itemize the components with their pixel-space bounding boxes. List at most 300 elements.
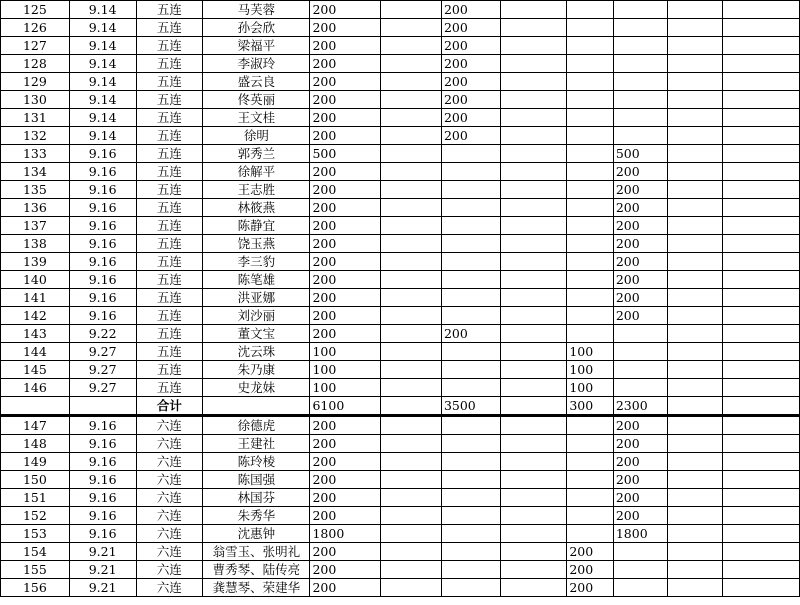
row-col-i (567, 73, 614, 91)
row-name: 朱秀华 (203, 507, 310, 525)
row-col-j: 200 (613, 253, 668, 271)
row-col-e (381, 55, 442, 73)
row-col-j: 200 (613, 271, 668, 289)
row-col-l (723, 579, 800, 597)
row-no: 147 (1, 416, 70, 435)
row-unit: 六连 (136, 435, 203, 453)
row-amount: 200 (310, 91, 381, 109)
row-unit: 五连 (136, 127, 203, 145)
row-col-g (441, 453, 500, 471)
row-date: 9.21 (69, 543, 136, 561)
row-amount: 200 (310, 471, 381, 489)
row-no: 125 (1, 1, 70, 19)
table-row (1, 55, 800, 73)
table-row (1, 561, 800, 579)
row-no: 136 (1, 199, 70, 217)
row-col-l (723, 453, 800, 471)
row-col-i (567, 55, 614, 73)
row-col-i (567, 145, 614, 163)
row-col-e (381, 235, 442, 253)
row-date: 9.14 (69, 19, 136, 37)
row-name: 沈云珠 (203, 343, 310, 361)
row-col-k (668, 435, 723, 453)
row-col-j (613, 109, 668, 127)
table-row (1, 435, 800, 453)
row-col-g: 200 (441, 37, 500, 55)
row-col-h (500, 579, 567, 597)
row-col-e (381, 507, 442, 525)
row-col-l (723, 561, 800, 579)
row-col-h (500, 37, 567, 55)
row-col-j: 200 (613, 307, 668, 325)
row-col-i (567, 507, 614, 525)
table-row (1, 343, 800, 361)
table-row (1, 471, 800, 489)
table-row (1, 199, 800, 217)
total-no-cell (1, 397, 70, 416)
row-col-h (500, 361, 567, 379)
row-amount: 200 (310, 73, 381, 91)
row-col-j (613, 37, 668, 55)
row-col-k (668, 579, 723, 597)
row-col-l (723, 525, 800, 543)
row-unit: 六连 (136, 525, 203, 543)
row-col-j: 1800 (613, 525, 668, 543)
row-col-i (567, 1, 614, 19)
row-col-g (441, 379, 500, 397)
row-no: 133 (1, 145, 70, 163)
row-col-g (441, 543, 500, 561)
row-col-j (613, 361, 668, 379)
row-col-j (613, 561, 668, 579)
row-col-e (381, 91, 442, 109)
table-body-fifth-company (1, 1, 800, 397)
row-no: 149 (1, 453, 70, 471)
row-date: 9.21 (69, 561, 136, 579)
row-no: 155 (1, 561, 70, 579)
row-col-e (381, 453, 442, 471)
row-amount: 200 (310, 199, 381, 217)
row-col-h (500, 271, 567, 289)
row-col-l (723, 1, 800, 19)
table-row (1, 543, 800, 561)
row-amount: 200 (310, 19, 381, 37)
row-name: 王建社 (203, 435, 310, 453)
row-col-k (668, 55, 723, 73)
row-unit: 五连 (136, 361, 203, 379)
row-no: 150 (1, 471, 70, 489)
table-row (1, 416, 800, 435)
row-col-j: 200 (613, 435, 668, 453)
row-unit: 五连 (136, 19, 203, 37)
row-no: 140 (1, 271, 70, 289)
row-name: 王志胜 (203, 181, 310, 199)
row-col-h (500, 289, 567, 307)
row-col-e (381, 199, 442, 217)
row-unit: 五连 (136, 181, 203, 199)
row-col-j (613, 579, 668, 597)
row-no: 139 (1, 253, 70, 271)
row-col-k (668, 271, 723, 289)
row-col-k (668, 416, 723, 435)
row-col-l (723, 181, 800, 199)
row-col-i: 200 (567, 543, 614, 561)
row-col-j: 200 (613, 181, 668, 199)
row-col-k (668, 307, 723, 325)
row-col-j: 200 (613, 416, 668, 435)
total-amount: 6100 (310, 397, 381, 416)
row-date: 9.16 (69, 181, 136, 199)
row-unit: 五连 (136, 55, 203, 73)
row-name: 孙会欣 (203, 19, 310, 37)
row-unit: 五连 (136, 325, 203, 343)
row-date: 9.16 (69, 271, 136, 289)
row-unit: 六连 (136, 453, 203, 471)
row-col-j (613, 343, 668, 361)
row-name: 陈笔雄 (203, 271, 310, 289)
row-col-j (613, 325, 668, 343)
total-e-cell (381, 397, 442, 416)
row-col-h (500, 307, 567, 325)
row-col-l (723, 271, 800, 289)
row-unit: 五连 (136, 253, 203, 271)
row-unit: 五连 (136, 217, 203, 235)
row-col-e (381, 379, 442, 397)
row-col-e (381, 416, 442, 435)
row-unit: 五连 (136, 37, 203, 55)
row-col-j (613, 19, 668, 37)
row-name: 陈静宜 (203, 217, 310, 235)
row-col-i (567, 525, 614, 543)
row-no: 144 (1, 343, 70, 361)
row-col-j: 200 (613, 471, 668, 489)
row-col-k (668, 453, 723, 471)
row-date: 9.14 (69, 73, 136, 91)
row-col-l (723, 73, 800, 91)
row-col-k (668, 507, 723, 525)
table-row (1, 271, 800, 289)
table-body-sixth-company (1, 416, 800, 597)
row-unit: 六连 (136, 416, 203, 435)
row-col-h (500, 217, 567, 235)
total-date-cell (69, 397, 136, 416)
row-col-k (668, 127, 723, 145)
row-amount: 200 (310, 489, 381, 507)
row-no: 127 (1, 37, 70, 55)
row-col-e (381, 37, 442, 55)
row-col-h (500, 379, 567, 397)
row-unit: 五连 (136, 379, 203, 397)
row-col-e (381, 1, 442, 19)
total-row (1, 397, 800, 416)
row-col-i (567, 37, 614, 55)
row-col-l (723, 489, 800, 507)
row-col-h (500, 109, 567, 127)
row-no: 148 (1, 435, 70, 453)
row-col-i (567, 489, 614, 507)
row-col-i (567, 181, 614, 199)
row-col-i (567, 109, 614, 127)
row-no: 151 (1, 489, 70, 507)
row-amount: 200 (310, 579, 381, 597)
row-date: 9.16 (69, 253, 136, 271)
row-col-h (500, 73, 567, 91)
row-col-i (567, 127, 614, 145)
row-date: 9.22 (69, 325, 136, 343)
row-name: 史龙妹 (203, 379, 310, 397)
row-col-j: 500 (613, 145, 668, 163)
row-col-l (723, 507, 800, 525)
row-col-i (567, 307, 614, 325)
table-row (1, 289, 800, 307)
row-col-i (567, 217, 614, 235)
row-name: 沈惠钟 (203, 525, 310, 543)
row-amount: 200 (310, 507, 381, 525)
total-section (1, 397, 800, 416)
row-no: 131 (1, 109, 70, 127)
row-name: 王文桂 (203, 109, 310, 127)
row-unit: 五连 (136, 343, 203, 361)
row-col-h (500, 127, 567, 145)
row-col-g (441, 181, 500, 199)
table-row (1, 525, 800, 543)
row-col-j: 200 (613, 507, 668, 525)
row-name: 董文宝 (203, 325, 310, 343)
row-col-k (668, 525, 723, 543)
row-col-g: 200 (441, 55, 500, 73)
row-col-h (500, 163, 567, 181)
table-row (1, 379, 800, 397)
row-col-i: 100 (567, 379, 614, 397)
row-col-i (567, 235, 614, 253)
row-no: 142 (1, 307, 70, 325)
table-row (1, 145, 800, 163)
row-col-g (441, 489, 500, 507)
row-col-l (723, 325, 800, 343)
row-date: 9.16 (69, 489, 136, 507)
table-row (1, 235, 800, 253)
total-label: 合计 (136, 397, 203, 416)
row-col-h (500, 91, 567, 109)
row-date: 9.16 (69, 289, 136, 307)
row-col-g (441, 435, 500, 453)
row-col-l (723, 253, 800, 271)
row-name: 马芙蓉 (203, 1, 310, 19)
row-col-k (668, 543, 723, 561)
row-col-h (500, 525, 567, 543)
row-col-e (381, 19, 442, 37)
row-unit: 六连 (136, 543, 203, 561)
row-unit: 五连 (136, 271, 203, 289)
table-row (1, 73, 800, 91)
row-col-l (723, 55, 800, 73)
row-col-e (381, 73, 442, 91)
row-unit: 五连 (136, 1, 203, 19)
row-col-h (500, 471, 567, 489)
row-col-k (668, 325, 723, 343)
row-col-j (613, 1, 668, 19)
table-row (1, 253, 800, 271)
row-col-g (441, 525, 500, 543)
row-unit: 六连 (136, 489, 203, 507)
row-date: 9.16 (69, 235, 136, 253)
row-name: 林国芬 (203, 489, 310, 507)
row-date: 9.27 (69, 379, 136, 397)
row-col-e (381, 127, 442, 145)
row-col-k (668, 73, 723, 91)
row-col-k (668, 91, 723, 109)
row-name: 李三豹 (203, 253, 310, 271)
row-col-k (668, 361, 723, 379)
row-no: 156 (1, 579, 70, 597)
row-col-i (567, 289, 614, 307)
row-amount: 200 (310, 55, 381, 73)
row-col-k (668, 19, 723, 37)
row-col-l (723, 235, 800, 253)
row-no: 152 (1, 507, 70, 525)
row-col-e (381, 525, 442, 543)
row-col-i (567, 199, 614, 217)
row-col-j (613, 73, 668, 91)
row-col-i: 100 (567, 361, 614, 379)
table-row (1, 91, 800, 109)
row-col-l (723, 416, 800, 435)
row-date: 9.16 (69, 471, 136, 489)
row-no: 126 (1, 19, 70, 37)
row-name: 盛云良 (203, 73, 310, 91)
row-amount: 200 (310, 235, 381, 253)
row-col-h (500, 235, 567, 253)
row-name: 曹秀琴、陆传亮 (203, 561, 310, 579)
row-col-k (668, 37, 723, 55)
row-amount: 200 (310, 127, 381, 145)
row-amount: 200 (310, 181, 381, 199)
table-row (1, 307, 800, 325)
table-row (1, 453, 800, 471)
row-amount: 100 (310, 361, 381, 379)
row-date: 9.27 (69, 361, 136, 379)
row-col-i (567, 471, 614, 489)
row-col-i (567, 453, 614, 471)
row-amount: 1800 (310, 525, 381, 543)
table-row (1, 217, 800, 235)
row-col-g (441, 199, 500, 217)
row-date: 9.14 (69, 109, 136, 127)
row-col-j: 200 (613, 289, 668, 307)
row-col-l (723, 109, 800, 127)
row-col-l (723, 343, 800, 361)
row-no: 135 (1, 181, 70, 199)
table-row (1, 181, 800, 199)
row-amount: 200 (310, 271, 381, 289)
row-col-l (723, 289, 800, 307)
table-row (1, 489, 800, 507)
row-col-j: 200 (613, 453, 668, 471)
row-date: 9.21 (69, 579, 136, 597)
row-col-e (381, 253, 442, 271)
table-row (1, 579, 800, 597)
row-name: 林筱燕 (203, 199, 310, 217)
row-name: 陈国强 (203, 471, 310, 489)
row-col-k (668, 253, 723, 271)
row-no: 138 (1, 235, 70, 253)
row-amount: 200 (310, 37, 381, 55)
row-unit: 五连 (136, 163, 203, 181)
row-date: 9.16 (69, 307, 136, 325)
row-col-i: 100 (567, 343, 614, 361)
row-col-j (613, 55, 668, 73)
row-col-h (500, 199, 567, 217)
row-unit: 五连 (136, 91, 203, 109)
row-unit: 五连 (136, 145, 203, 163)
row-col-g (441, 561, 500, 579)
total-l-cell (723, 397, 800, 416)
row-amount: 200 (310, 453, 381, 471)
row-no: 132 (1, 127, 70, 145)
row-col-g (441, 253, 500, 271)
row-col-g: 200 (441, 325, 500, 343)
row-name: 徐德虎 (203, 416, 310, 435)
row-col-e (381, 271, 442, 289)
row-name: 饶玉燕 (203, 235, 310, 253)
row-col-g (441, 361, 500, 379)
row-col-h (500, 543, 567, 561)
row-col-k (668, 379, 723, 397)
row-amount: 100 (310, 379, 381, 397)
row-col-e (381, 543, 442, 561)
row-date: 9.16 (69, 525, 136, 543)
row-date: 9.16 (69, 416, 136, 435)
row-col-k (668, 561, 723, 579)
row-col-e (381, 361, 442, 379)
row-name: 梁福平 (203, 37, 310, 55)
row-col-i (567, 325, 614, 343)
row-col-i (567, 91, 614, 109)
table-row (1, 19, 800, 37)
row-col-h (500, 253, 567, 271)
row-date: 9.16 (69, 435, 136, 453)
row-unit: 五连 (136, 235, 203, 253)
row-col-i: 200 (567, 561, 614, 579)
row-col-g: 200 (441, 73, 500, 91)
row-date: 9.27 (69, 343, 136, 361)
row-unit: 六连 (136, 579, 203, 597)
row-col-h (500, 55, 567, 73)
row-date: 9.16 (69, 145, 136, 163)
row-col-k (668, 199, 723, 217)
row-col-h (500, 416, 567, 435)
row-col-h (500, 181, 567, 199)
row-col-l (723, 307, 800, 325)
row-col-l (723, 217, 800, 235)
row-col-g (441, 217, 500, 235)
row-name: 佟英丽 (203, 91, 310, 109)
row-col-l (723, 91, 800, 109)
row-col-h (500, 1, 567, 19)
row-col-e (381, 579, 442, 597)
row-col-k (668, 343, 723, 361)
row-amount: 200 (310, 217, 381, 235)
row-name: 李淑玲 (203, 55, 310, 73)
row-unit: 五连 (136, 109, 203, 127)
row-no: 134 (1, 163, 70, 181)
row-name: 朱乃康 (203, 361, 310, 379)
row-col-g (441, 235, 500, 253)
total-i: 300 (567, 397, 614, 416)
row-unit: 五连 (136, 73, 203, 91)
row-name: 洪亚娜 (203, 289, 310, 307)
row-col-i (567, 416, 614, 435)
